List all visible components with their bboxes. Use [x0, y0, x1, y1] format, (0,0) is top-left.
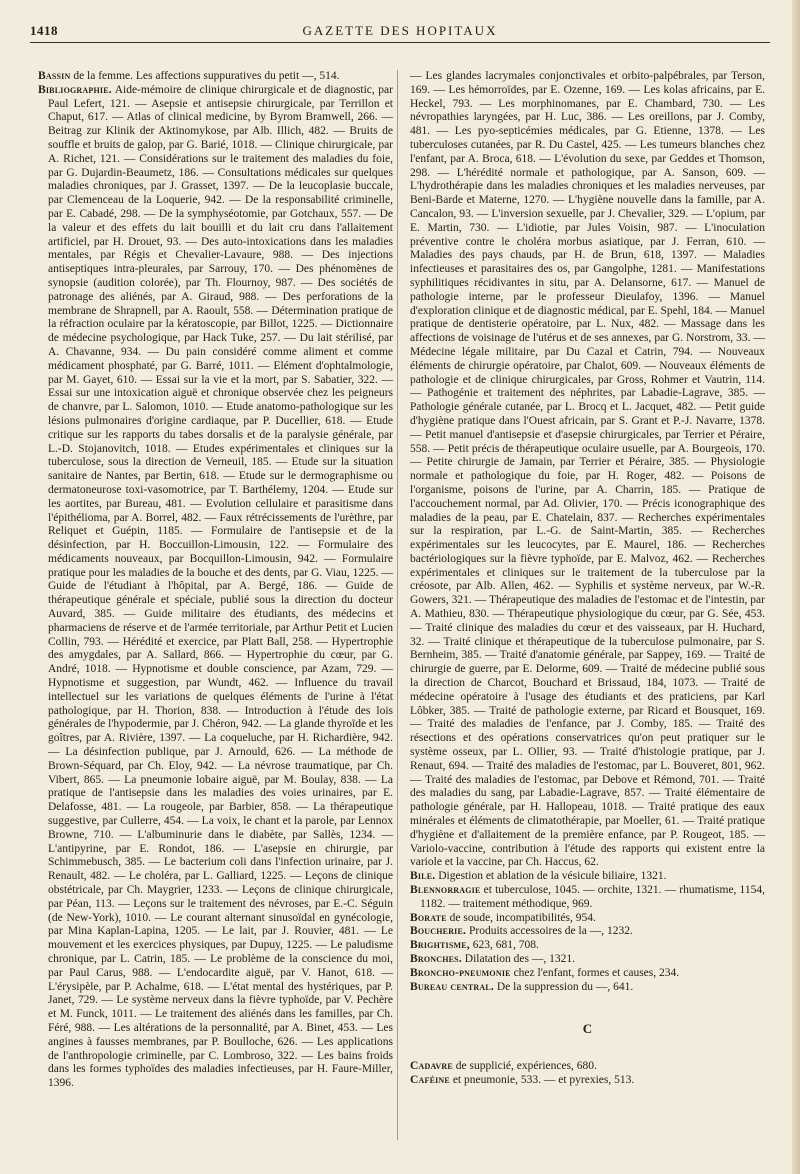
entry-text: Produits accessoires de la —, 1232. [466, 925, 633, 938]
index-entry-bile [410, 870, 765, 884]
index-entry-bibliographie [38, 84, 393, 1091]
entry-term: Bile. [410, 870, 436, 883]
entry-term: Bureau central. [410, 980, 494, 993]
right-column [410, 70, 765, 1088]
entry-text: Digestion et ablation de la vésicule biliaire, 1321. [435, 870, 667, 883]
entry-term: Bibliographie. [38, 83, 112, 96]
index-entry-boucherie [410, 925, 765, 939]
page-number: 1418 [30, 23, 58, 38]
index-entry-brightisme [410, 939, 765, 953]
index-entry-blennorragie [410, 884, 765, 912]
index-entry-cafeine [410, 1074, 765, 1088]
entry-term: Boucherie. [410, 925, 467, 938]
entry-text: et tuberculose, 1045. — orchite, 1321. — rhumatisme, 1154, 1182. — traitement méthodique, 969. [420, 884, 765, 910]
index-entry-cadavre [410, 1060, 765, 1074]
index-entry-borate [410, 912, 765, 926]
entry-term: Brightisme, [410, 939, 470, 952]
entry-term: Caféine [410, 1073, 450, 1086]
journal-title: GAZETTE DES HOPITAUX [302, 23, 498, 38]
entry-text: chez l'enfant, formes et causes, 234. [510, 966, 680, 979]
entry-text: de supplicié, expériences, 680. [452, 1060, 597, 1073]
entry-text: Dilatation des —, 1321. [461, 953, 575, 965]
entry-text: De la suppression du —, 641. [493, 980, 634, 993]
entry-term: Bronches. [410, 953, 462, 965]
page-edge [792, 0, 800, 1174]
entry-term: Borate [410, 911, 447, 924]
index-entry-broncho-pneumonie [410, 967, 765, 981]
index-entry-bassin [38, 70, 393, 84]
index-entry-bureau-central [410, 981, 765, 995]
entry-term: Broncho-pneumonie [410, 966, 511, 979]
entry-term: Cadavre [410, 1060, 453, 1073]
entry-text: Aide-mémoire de clinique chirurgicale et de diagnostic, par Paul Lefert, 121. — Asepsie et antisepsie chirurgicale, par Terrillon et Chaput, 617. — Atlas of clinical medicine, by Byrom Bramwell, 266. — Beitrag zur Klinik der Aktinomykose, par Alb. Illich, 482. — Bruits de souffle et bruits de galop, par G. Barié, 1018. — Clinique chirurgicale, par A. Richet, 121. — Considérations sur le traitement des maladies du foie, par G. Dujardin-Beaumetz, 186. — Consultations médicales sur quelques maladies chroniques, par J. Grasset, 1397. — De la leucoplasie buccale, par Clemenceau de la Loquerie, 942. — De la responsabilité criminelle, par E. Cabadé, 298. — De la symphyséotomie, par Gotchaux, 557. — De la valeur et des effets du lait bouilli et du lait cru dans l'allaitement artificiel, par H. Drouet, 93. — Des auto-intoxications dans les maladies mentales, par Régis et Chevalier-Lavaure, 988. — Des injections antiseptiques intra-pleurales, par Sarrouy, 170. — Des phénomènes de synopsie (audition colorée), par Th. Flournoy, 987. — Des sociétés de patronage des aliénés, par A. Giraud, 988. — Des perforations de la membrane de Shrapnell, par A. Raoult, 558. — Détermination pratique de la réfraction oculaire par la kératoscopie, par Billot, 1225. — Dictionnaire de médecine psychologique, par Hack Tuke, 257. — Du lait stérilisé, par A. Chavanne, 934. — Du pain considéré comme aliment et comme médicament phosphaté, par G. Barré, 1011. — Elément d'ophtalmologie, par M. Gayet, 610. — Essai sur la vie et la mort, par S. Sabatier, 322. — Essai sur une intoxication aiguë et chronique observée chez les peigneurs de chanvre, par L. Salomon, 1010. — Etude anatomo-pathologique sur les lésions pulmonaires d'origine cardiaque, par P. Ducellier, 618. — Etude critique sur les rapports du tabes dorsalis et de la paralysie générale, par L.-D. Stojanovitch, 1018. — Etudes expérimentales et cliniques sur la tuberculose, sous la direction de Verneuil, 185. — Etude sur la situation sanitaire de Nantes, par Bertin, 618. — Etude sur le dermographisme ou dermatoneurose toxi-vasomotrice, par T. Barthélemy, 1204. — Etude sur les aortites, par Bureau, 481. — Evolution cellulaire et parasitisme dans l'épithélioma, par A. Borrel, 482. — Faux rétrécissements de l'urèthre, par Reliquet et Guépin, 1185. — Formulaire de l'antisepsie et de la désinfection, par H. Boccuillon-Limousin, 122. — Formulaire des médicaments nouveaux, par Bocquillon-Limousin, 942. — Formulaire pratique pour les maladies de la bouche et des dents, par G. Viau, 1225. — Guide de l'étudiant à l'hôpital, par A. Bergé, 186. — Guide de thérapeutique générale et spéciale, publié sous la direction du docteur Auvard, 385. — Guide militaire des étudiants, des médecins et pharmaciens de réserve et de l'armée territoriale, par Arthur Petit et Lucien Collin, 793. — Hérédité et exercice, par Platt Ball, 258. — Hypertrophie des amygdales, par A. Sallard, 866. — Hypertrophie du cœur, par G. André, 1018. — Hypnotisme et double conscience, par Azam, 729. — Hypnotisme et suggestion, par Wundt, 462. — Influence du travail intellectuel sur les variations de quelques éléments de l'urine à l'état pathologique, par H. Thorion, 838. — Introduction à l'étude des lois générales de l'hypodermie, par J. Chéron, 942. — La glande thyroïde et les goîtres, par A. Rivière, 1397. — La coqueluche, par H. Richardière, 942. — La désinfection publique, par J. Arnould, 626. — La méthode de Brown-Séquard, par Ch. Eloy, 942. — La névrose traumatique, par Ch. Vibert, 865. — La pneumonie lobaire aiguë, par M. Boulay, 838. — La pratique de l'antisepsie dans les maladies des voies urinaires, par E. Delafosse, 481. — La rougeole, par Barbier, 858. — La thérapeutique suggestive, par Cullerre, 454. — La voix, le chant et la parole, par Lennox Browne, 710. — L'albuminurie dans le diabète, par Sallès, 1234. — L'antipyrine, par E. Rondot, 186. — L'asepsie en chirurgie, par Schimmebusch, 385. — Le bacterium coli dans l'infection urinaire, par J. Renault, 482. — Le choléra, par L. Galliard, 1225. — Leçons de clinique obstétricale, par Ch. Maygrier, 1233. — Leçons de clinique chirurgicale, par Péan, 113. — Leçons sur le traitement des névroses, par E.-C. Séguin (de New-York), 1010. — Le courant alternant sinusoïdal en gynécologie, par Mina Kaplan-Lapina, 1205. — Le lait, par J. Rouvier, 481. — Le mouvement et les exercices physiques, par Dupuy, 1225. — Le paludisme chronique, par L. Catrin, 185. — Le problème de la conscience du moi, par Paul Carus, 988. — L'endocardite aiguë, par V. Hanot, 618. — L'érysipèle, par P. Achalme, 618. — L'état mental des hystériques, par P. Janet, 729. — Le système nerveux dans la fièvre typhoïde, par V. Pechère et M. Funck, 1011. — Le traitement des aliénés dans les familles, par Ch. Féré, 988. — Les altérations de la personnalité, par A. Binet, 453. — Les angines à fausses membranes, par P. Boulloche, 626. — Les applications de l'anthropologie criminelle, par C. Lombroso, 322. — Les bains froids dans les formes typhoïdes des maladies infectieuses, par H. Faure-Miller, 1396. [48, 83, 393, 1090]
entry-text: de soude, incompatibilités, 954. [446, 911, 596, 924]
section-letter-c: C [582, 1021, 593, 1037]
entry-text: 623, 681, 708. [469, 939, 539, 952]
entry-term: Blennorragie [410, 884, 481, 897]
page-header [30, 20, 770, 43]
bibliographie-continuation: — Les glandes lacrymales conjonctivales et orbito-palpébrales, par Terson, 169. — Les hémorroïdes, par E. Ozenne, 169. — Les kolas africains, par E. Heckel, 793. — Les morphinomanes, par E. Chambard, 730. — Les névropathies laryngées, par H. Luc, 386. — Les oreillons, par J. Comby, 481. — Les pyo-septicémies médicales, par G. Etienne, 1378. — Les tuberculoses cutanées, par R. Du Castel, 425. — Les tumeurs blanches chez l'enfant, par A. Broca, 618. — L'évolution du sexe, par Geddes et Thomson, 298. — L'hérédité normale et pathologique, par A. Sanson, 609. — L'hydrothérapie dans les maladies chroniques et les maladies nerveuses, par Beni-Barde et Materne, 1270. — L'hygiène nouvelle dans la famille, par A. Cancalon, 93. — L'inversion sexuelle, par J. Chevalier, 329. — L'opium, par E. Martin, 730. — L'idiotie, par Jules Voisin, 987. — L'inoculation préventive contre le choléra morbus asiatique, par J. Ferran, 610. — Maladies des pays chauds, par H. de Brun, 618, 1397. — Maladies infectieuses et parasitaires des os, par Gangolphe, 1281. — Manifestations syphilitiques récidivantes in situ, par A. Delansorne, 617. — Manuel de pathologie interne, par le professeur Dieulafoy, 1396. — Manuel d'exploration clinique et de diagnostic médical, par E. Spehl, 184. — Manuel pratique de dentisterie opératoire, par L. Nux, 482. — Massage dans les affections de voisinage de l'utérus et de ses annexes, par G. Norstrom, 33. — Médecine légale militaire, par Du Cazal et Catrin, 794. — Nouveaux éléments de chirurgie opératoire, par Chalot, 609. — Nouveaux éléments de pathologie et de clinique chirurgicales, par Gross, Rohmer et Vautrin, 114. — Pathogénie et traitement des néphrites, par Labadie-Lagrave, 385. — Pathologie générale cutanée, par L. Brocq et L. Jacquet, 482. — Petit guide d'hygiène pratique dans l'Ouest africain, par S. Grant et P.-J. Navarre, 1378. — Petit manuel d'antisepsie et d'asepsie chirurgicales, par Terrier et Péraire, 558. — Petit précis de thérapeutique oculaire usuelle, par A. Bourgeois, 170. — Petite chirurgie de Jamain, par Terrier et Péraire, 385. — Physiologie normale et pathologique du foie, par H. Roger, 482. — Poisons de l'organisme, poisons de l'urine, par A. Charrin, 185. — Pratique de l'accouchement normal, par Ad. Olivier, 170. — Précis iconographique des maladies de la peau, par E. Chatelain, 837. — Recherches expérimentales sur la respiration, par L.-G. de Saint-Martin, 385. — Recherches expérimentales sur les leucocytes, par E. Maurel, 186. — Recherches bactériologiques sur la fièvre typhoïde, par E. Malvoz, 462. — Recherches expérimentales et cliniques sur le traitement de la tuberculose par la créosote, par Alb. Allen, 462. — Syphilis et système nerveux, par W.-R. Gowers, 321. — Thérapeutique des maladies de l'estomac et de l'intestin, par A. Mathieu, 830. — Thérapeutique physiologique du cœur, par G. Sée, 453. — Traité clinique des maladies du cœur et des vaisseaux, par H. Huchard, 32. — Traité clinique et thérapeutique de la tuberculose pulmonaire, par S. Bernheim, 385. — Traité d'anatomie générale, par Sappey, 169. — Traité de chirurgie de guerre, par E. Delorme, 609. — Traité de médecine publié sous la direction de Charcot, Bouchard et Brissaud, 184, 1073. — Traité de médecine opératoire à l'usage des étudiants et des praticiens, par Karl Lôbker, 385. — Traité de pathologie externe, par Ricard et Bousquet, 169. — Traité des maladies de l'enfance, par J. Comby, 185. — Traité des résections et des opérations conservatrices qu'on peut pratiquer sur le système osseux, par L. Ollier, 93. — Traité d'histologie pratique, par J. Renaut, 694. — Traité des maladies de l'estomac, par L. Bouveret, 801, 962. — Traité des maladies de l'estomac, par Debove et Rémond, 701. — Traité des maladies du sang, par Labadie-Lagrave, 857. — Traité élémentaire de pathologie générale, par H. Hallopeau, 1018. — Traité pratique des eaux minérales et éléments de climatothérapie, par Moeller, 61. — Traité pratique d'hygiène et d'allaitement de la première enfance, par P. Rougeot, 185. — Variolo-vaccine, contribution à l'étude des rapports qui existent entre la variole et la vaccine, par Ch. Haccus, 62. [410, 70, 765, 869]
entry-term: Bassin [38, 70, 71, 82]
left-column [38, 70, 393, 1091]
index-entry-bronches [410, 953, 765, 967]
column-divider [397, 70, 398, 1140]
entry-text: et pneumonie, 533. — et pyrexies, 513. [449, 1073, 635, 1086]
entry-text: de la femme. Les affections suppuratives du petit —, 514. [70, 70, 340, 82]
